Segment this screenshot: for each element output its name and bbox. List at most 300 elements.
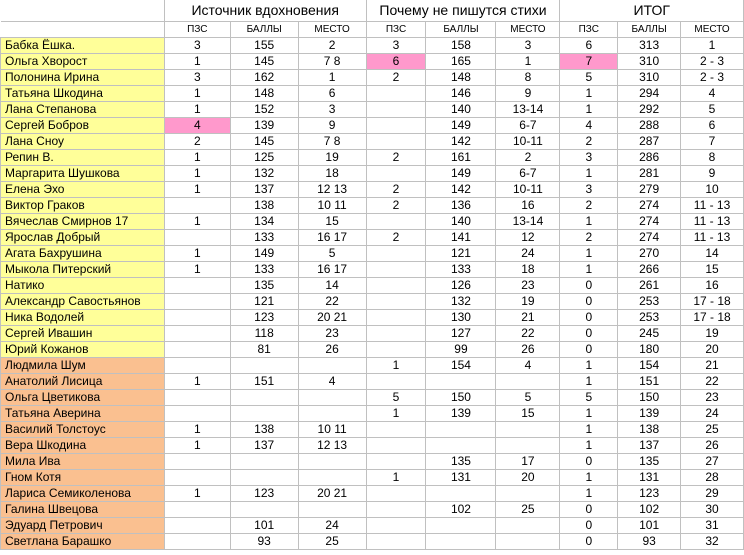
cell-pzs[interactable]: 5: [366, 390, 426, 406]
cell-pzs[interactable]: 3: [560, 150, 618, 166]
cell-points[interactable]: 137: [230, 438, 298, 454]
cell-place[interactable]: 18: [298, 166, 366, 182]
cell-pzs[interactable]: 1: [560, 438, 618, 454]
participant-name-cell[interactable]: Ольга Хворост: [1, 54, 165, 70]
cell-place[interactable]: 18: [496, 262, 560, 278]
cell-place[interactable]: 23: [298, 326, 366, 342]
cell-points[interactable]: 121: [426, 246, 496, 262]
cell-pzs[interactable]: 1: [560, 358, 618, 374]
cell-place[interactable]: [298, 502, 366, 518]
cell-place[interactable]: [298, 454, 366, 470]
cell-points[interactable]: 154: [426, 358, 496, 374]
cell-pzs[interactable]: [366, 310, 426, 326]
participant-name-cell[interactable]: Вячеслав Смирнов 17: [1, 214, 165, 230]
cell-pzs[interactable]: 1: [164, 166, 230, 182]
cell-place[interactable]: 12: [496, 230, 560, 246]
cell-place[interactable]: [496, 374, 560, 390]
cell-pzs[interactable]: [164, 454, 230, 470]
cell-pzs[interactable]: 2: [366, 182, 426, 198]
cell-points[interactable]: 131: [426, 470, 496, 486]
cell-place[interactable]: 11 - 13: [681, 214, 744, 230]
cell-pzs[interactable]: 3: [366, 38, 426, 54]
cell-points[interactable]: 126: [426, 278, 496, 294]
cell-place[interactable]: 16 17: [298, 262, 366, 278]
cell-points[interactable]: [426, 486, 496, 502]
cell-points[interactable]: 133: [230, 230, 298, 246]
cell-pzs[interactable]: 0: [560, 294, 618, 310]
cell-pzs[interactable]: 6: [560, 38, 618, 54]
cell-pzs[interactable]: 5: [560, 390, 618, 406]
sub-header-place[interactable]: МЕСТО: [496, 22, 560, 38]
cell-points[interactable]: 121: [230, 294, 298, 310]
cell-place[interactable]: [496, 422, 560, 438]
cell-points[interactable]: 93: [618, 534, 681, 550]
cell-place[interactable]: 14: [681, 246, 744, 262]
cell-place[interactable]: 11 - 13: [681, 230, 744, 246]
cell-place[interactable]: 10 11: [298, 422, 366, 438]
cell-place[interactable]: 19: [496, 294, 560, 310]
cell-points[interactable]: 287: [618, 134, 681, 150]
cell-pzs[interactable]: 1: [164, 262, 230, 278]
participant-name-cell[interactable]: Татьяна Аверина: [1, 406, 165, 422]
group-header-why[interactable]: Почему не пишутся стихи: [366, 0, 560, 22]
participant-name-cell[interactable]: Василий Толстоус: [1, 422, 165, 438]
cell-points[interactable]: 138: [230, 198, 298, 214]
cell-pzs[interactable]: [366, 294, 426, 310]
cell-place[interactable]: 20: [681, 342, 744, 358]
cell-place[interactable]: 27: [681, 454, 744, 470]
cell-pzs[interactable]: 7: [560, 54, 618, 70]
cell-points[interactable]: [230, 358, 298, 374]
cell-pzs[interactable]: 1: [560, 102, 618, 118]
cell-points[interactable]: 165: [426, 54, 496, 70]
cell-place[interactable]: 10 11: [298, 198, 366, 214]
cell-place[interactable]: 2: [298, 38, 366, 54]
cell-place[interactable]: 26: [298, 342, 366, 358]
cell-points[interactable]: 151: [230, 374, 298, 390]
sub-header-points[interactable]: БАЛЛЫ: [618, 22, 681, 38]
cell-place[interactable]: 7 8: [298, 134, 366, 150]
participant-name-cell[interactable]: Сергей Бобров: [1, 118, 165, 134]
cell-pzs[interactable]: [366, 134, 426, 150]
cell-pzs[interactable]: [164, 326, 230, 342]
cell-points[interactable]: 274: [618, 230, 681, 246]
cell-place[interactable]: 24: [298, 518, 366, 534]
participant-name-cell[interactable]: Эдуард Петрович: [1, 518, 165, 534]
cell-place[interactable]: 10: [681, 182, 744, 198]
participant-name-cell[interactable]: Агата Бахрушина: [1, 246, 165, 262]
cell-place[interactable]: 17: [496, 454, 560, 470]
cell-points[interactable]: [426, 518, 496, 534]
participant-name-cell[interactable]: Гном Котя: [1, 470, 165, 486]
cell-pzs[interactable]: [164, 294, 230, 310]
cell-pzs[interactable]: 1: [560, 86, 618, 102]
cell-points[interactable]: [230, 406, 298, 422]
cell-place[interactable]: 32: [681, 534, 744, 550]
cell-points[interactable]: 140: [426, 102, 496, 118]
cell-points[interactable]: 149: [230, 246, 298, 262]
cell-place[interactable]: [298, 358, 366, 374]
cell-pzs[interactable]: [164, 310, 230, 326]
cell-points[interactable]: 141: [426, 230, 496, 246]
cell-pzs[interactable]: 2: [366, 198, 426, 214]
cell-points[interactable]: [426, 374, 496, 390]
cell-points[interactable]: 134: [230, 214, 298, 230]
cell-points[interactable]: 125: [230, 150, 298, 166]
cell-pzs[interactable]: 3: [164, 38, 230, 54]
cell-points[interactable]: [230, 502, 298, 518]
cell-points[interactable]: 148: [426, 70, 496, 86]
cell-pzs[interactable]: 1: [560, 214, 618, 230]
cell-points[interactable]: 146: [426, 86, 496, 102]
cell-pzs[interactable]: [164, 198, 230, 214]
cell-pzs[interactable]: 2: [366, 150, 426, 166]
participant-name-cell[interactable]: Александр Савостьянов: [1, 294, 165, 310]
cell-pzs[interactable]: 3: [164, 70, 230, 86]
cell-place[interactable]: 1: [496, 54, 560, 70]
cell-place[interactable]: 1: [681, 38, 744, 54]
participant-name-cell[interactable]: Сергей Ивашин: [1, 326, 165, 342]
cell-pzs[interactable]: 1: [560, 246, 618, 262]
cell-points[interactable]: 313: [618, 38, 681, 54]
participant-name-cell[interactable]: Мила Ива: [1, 454, 165, 470]
cell-pzs[interactable]: [164, 470, 230, 486]
cell-pzs[interactable]: [366, 166, 426, 182]
cell-points[interactable]: 132: [230, 166, 298, 182]
cell-place[interactable]: 2 - 3: [681, 70, 744, 86]
sub-header-place[interactable]: МЕСТО: [681, 22, 744, 38]
cell-points[interactable]: 123: [230, 310, 298, 326]
cell-place[interactable]: 25: [298, 534, 366, 550]
cell-points[interactable]: 274: [618, 198, 681, 214]
cell-place[interactable]: [496, 486, 560, 502]
participant-name-cell[interactable]: Полонина Ирина: [1, 70, 165, 86]
participant-name-cell[interactable]: Ольга Цветикова: [1, 390, 165, 406]
cell-points[interactable]: 310: [618, 54, 681, 70]
cell-points[interactable]: 138: [230, 422, 298, 438]
cell-place[interactable]: 16: [496, 198, 560, 214]
cell-place[interactable]: 6: [681, 118, 744, 134]
cell-pzs[interactable]: 1: [164, 214, 230, 230]
participant-name-cell[interactable]: Бабка Ёшка.: [1, 38, 165, 54]
cell-points[interactable]: 286: [618, 150, 681, 166]
cell-points[interactable]: 102: [618, 502, 681, 518]
cell-pzs[interactable]: 1: [164, 374, 230, 390]
cell-place[interactable]: 11 - 13: [681, 198, 744, 214]
cell-place[interactable]: 14: [298, 278, 366, 294]
cell-points[interactable]: 155: [230, 38, 298, 54]
cell-points[interactable]: [230, 470, 298, 486]
cell-points[interactable]: 145: [230, 54, 298, 70]
cell-place[interactable]: 12 13: [298, 182, 366, 198]
cell-points[interactable]: 142: [426, 134, 496, 150]
cell-points[interactable]: 150: [426, 390, 496, 406]
cell-pzs[interactable]: [164, 278, 230, 294]
cell-pzs[interactable]: 2: [164, 134, 230, 150]
cell-pzs[interactable]: [164, 230, 230, 246]
cell-pzs[interactable]: 0: [560, 502, 618, 518]
participant-name-cell[interactable]: Лана Сноу: [1, 134, 165, 150]
cell-place[interactable]: 22: [496, 326, 560, 342]
cell-place[interactable]: 5: [496, 390, 560, 406]
cell-pzs[interactable]: 1: [164, 486, 230, 502]
cell-points[interactable]: 145: [230, 134, 298, 150]
cell-pzs[interactable]: [366, 246, 426, 262]
cell-place[interactable]: 13-14: [496, 214, 560, 230]
cell-points[interactable]: 131: [618, 470, 681, 486]
cell-pzs[interactable]: [366, 518, 426, 534]
cell-points[interactable]: 130: [426, 310, 496, 326]
cell-place[interactable]: 21: [496, 310, 560, 326]
cell-place[interactable]: 22: [681, 374, 744, 390]
cell-pzs[interactable]: [366, 278, 426, 294]
cell-pzs[interactable]: [366, 502, 426, 518]
participant-name-cell[interactable]: Лана Степанова: [1, 102, 165, 118]
cell-points[interactable]: 292: [618, 102, 681, 118]
cell-pzs[interactable]: 1: [164, 422, 230, 438]
cell-points[interactable]: 154: [618, 358, 681, 374]
participant-name-cell[interactable]: Татьяна Шкодина: [1, 86, 165, 102]
cell-points[interactable]: 135: [230, 278, 298, 294]
cell-pzs[interactable]: 1: [560, 166, 618, 182]
cell-points[interactable]: [230, 390, 298, 406]
cell-points[interactable]: 310: [618, 70, 681, 86]
cell-points[interactable]: 123: [618, 486, 681, 502]
cell-pzs[interactable]: [366, 422, 426, 438]
participant-name-cell[interactable]: Ярослав Добрый: [1, 230, 165, 246]
cell-pzs[interactable]: 1: [560, 262, 618, 278]
cell-points[interactable]: 99: [426, 342, 496, 358]
cell-place[interactable]: 8: [681, 150, 744, 166]
cell-pzs[interactable]: 3: [560, 182, 618, 198]
cell-place[interactable]: 16 17: [298, 230, 366, 246]
cell-pzs[interactable]: 2: [366, 230, 426, 246]
cell-points[interactable]: 132: [426, 294, 496, 310]
cell-pzs[interactable]: 0: [560, 310, 618, 326]
cell-pzs[interactable]: 1: [366, 358, 426, 374]
cell-pzs[interactable]: [164, 502, 230, 518]
cell-pzs[interactable]: 2: [560, 230, 618, 246]
cell-place[interactable]: 15: [496, 406, 560, 422]
cell-place[interactable]: 4: [681, 86, 744, 102]
cell-pzs[interactable]: [164, 534, 230, 550]
corner-cell-2[interactable]: [1, 22, 165, 38]
cell-points[interactable]: 101: [618, 518, 681, 534]
cell-points[interactable]: 133: [426, 262, 496, 278]
group-header-source[interactable]: Источник вдохновения: [164, 0, 366, 22]
participant-name-cell[interactable]: Лариса Семиколенова: [1, 486, 165, 502]
cell-points[interactable]: 137: [230, 182, 298, 198]
cell-points[interactable]: 151: [618, 374, 681, 390]
cell-place[interactable]: 17 - 18: [681, 310, 744, 326]
cell-place[interactable]: 6-7: [496, 118, 560, 134]
cell-place[interactable]: 9: [496, 86, 560, 102]
cell-place[interactable]: 9: [298, 118, 366, 134]
cell-points[interactable]: 270: [618, 246, 681, 262]
cell-place[interactable]: 13-14: [496, 102, 560, 118]
cell-points[interactable]: 135: [426, 454, 496, 470]
cell-pzs[interactable]: 1: [164, 438, 230, 454]
sub-header-points[interactable]: БАЛЛЫ: [426, 22, 496, 38]
cell-place[interactable]: 29: [681, 486, 744, 502]
cell-place[interactable]: 21: [681, 358, 744, 374]
cell-pzs[interactable]: 1: [164, 150, 230, 166]
cell-place[interactable]: [298, 406, 366, 422]
cell-place[interactable]: 3: [496, 38, 560, 54]
participant-name-cell[interactable]: Натико: [1, 278, 165, 294]
cell-pzs[interactable]: [164, 406, 230, 422]
cell-pzs[interactable]: 1: [164, 182, 230, 198]
cell-pzs[interactable]: 0: [560, 454, 618, 470]
cell-place[interactable]: 15: [298, 214, 366, 230]
cell-points[interactable]: [230, 454, 298, 470]
cell-pzs[interactable]: [366, 534, 426, 550]
cell-pzs[interactable]: 4: [560, 118, 618, 134]
cell-pzs[interactable]: 1: [366, 470, 426, 486]
cell-pzs[interactable]: 1: [164, 54, 230, 70]
cell-pzs[interactable]: 4: [164, 118, 230, 134]
cell-points[interactable]: 161: [426, 150, 496, 166]
participant-name-cell[interactable]: Мыкола Питерский: [1, 262, 165, 278]
cell-place[interactable]: 16: [681, 278, 744, 294]
cell-points[interactable]: 266: [618, 262, 681, 278]
cell-place[interactable]: 10-11: [496, 182, 560, 198]
cell-place[interactable]: 6-7: [496, 166, 560, 182]
cell-pzs[interactable]: 2: [366, 70, 426, 86]
cell-pzs[interactable]: 0: [560, 326, 618, 342]
cell-points[interactable]: 102: [426, 502, 496, 518]
cell-points[interactable]: 274: [618, 214, 681, 230]
cell-points[interactable]: 261: [618, 278, 681, 294]
cell-points[interactable]: 148: [230, 86, 298, 102]
cell-points[interactable]: 123: [230, 486, 298, 502]
cell-place[interactable]: 9: [681, 166, 744, 182]
cell-pzs[interactable]: [366, 454, 426, 470]
participant-name-cell[interactable]: Светлана Барашко: [1, 534, 165, 550]
cell-points[interactable]: 281: [618, 166, 681, 182]
cell-place[interactable]: 23: [681, 390, 744, 406]
cell-points[interactable]: 138: [618, 422, 681, 438]
cell-pzs[interactable]: 0: [560, 278, 618, 294]
cell-pzs[interactable]: 1: [560, 374, 618, 390]
cell-pzs[interactable]: 1: [560, 470, 618, 486]
cell-pzs[interactable]: [366, 262, 426, 278]
cell-place[interactable]: 25: [496, 502, 560, 518]
cell-points[interactable]: 127: [426, 326, 496, 342]
cell-pzs[interactable]: [366, 438, 426, 454]
cell-pzs[interactable]: 0: [560, 342, 618, 358]
cell-pzs[interactable]: 0: [560, 518, 618, 534]
cell-points[interactable]: 139: [426, 406, 496, 422]
cell-place[interactable]: 24: [681, 406, 744, 422]
cell-place[interactable]: 17 - 18: [681, 294, 744, 310]
cell-pzs[interactable]: 2: [560, 198, 618, 214]
cell-points[interactable]: [426, 438, 496, 454]
cell-pzs[interactable]: 1: [560, 406, 618, 422]
cell-points[interactable]: 139: [230, 118, 298, 134]
participant-name-cell[interactable]: Виктор Граков: [1, 198, 165, 214]
participant-name-cell[interactable]: Вера Шкодина: [1, 438, 165, 454]
cell-place[interactable]: 31: [681, 518, 744, 534]
participant-name-cell[interactable]: Маргарита Шушкова: [1, 166, 165, 182]
participant-name-cell[interactable]: Анатолий Лисица: [1, 374, 165, 390]
cell-pzs[interactable]: 2: [560, 134, 618, 150]
cell-points[interactable]: 139: [618, 406, 681, 422]
participant-name-cell[interactable]: Галина Швецова: [1, 502, 165, 518]
cell-points[interactable]: 180: [618, 342, 681, 358]
cell-pzs[interactable]: [366, 342, 426, 358]
cell-points[interactable]: 288: [618, 118, 681, 134]
cell-place[interactable]: 19: [298, 150, 366, 166]
sub-header-pzs[interactable]: ПЗС: [560, 22, 618, 38]
cell-pzs[interactable]: 1: [164, 86, 230, 102]
cell-place[interactable]: 24: [496, 246, 560, 262]
cell-place[interactable]: 4: [298, 374, 366, 390]
participant-name-cell[interactable]: Юрий Кожанов: [1, 342, 165, 358]
cell-place[interactable]: 6: [298, 86, 366, 102]
cell-pzs[interactable]: 1: [164, 102, 230, 118]
cell-place[interactable]: 26: [681, 438, 744, 454]
cell-place[interactable]: 8: [496, 70, 560, 86]
cell-points[interactable]: 137: [618, 438, 681, 454]
cell-points[interactable]: 245: [618, 326, 681, 342]
cell-points[interactable]: 294: [618, 86, 681, 102]
participant-name-cell[interactable]: Людмила Шум: [1, 358, 165, 374]
participant-name-cell[interactable]: Ника Водолей: [1, 310, 165, 326]
cell-place[interactable]: 26: [496, 342, 560, 358]
cell-points[interactable]: 93: [230, 534, 298, 550]
cell-pzs[interactable]: 5: [560, 70, 618, 86]
cell-points[interactable]: 253: [618, 310, 681, 326]
cell-pzs[interactable]: 1: [560, 422, 618, 438]
cell-place[interactable]: 19: [681, 326, 744, 342]
cell-place[interactable]: 15: [681, 262, 744, 278]
cell-points[interactable]: 149: [426, 118, 496, 134]
cell-place[interactable]: 10-11: [496, 134, 560, 150]
participant-name-cell[interactable]: Елена Эхо: [1, 182, 165, 198]
cell-place[interactable]: 3: [298, 102, 366, 118]
cell-points[interactable]: 118: [230, 326, 298, 342]
corner-cell[interactable]: [1, 0, 165, 22]
sub-header-pzs[interactable]: ПЗС: [366, 22, 426, 38]
cell-points[interactable]: 279: [618, 182, 681, 198]
participant-name-cell[interactable]: Репин В.: [1, 150, 165, 166]
cell-pzs[interactable]: [366, 86, 426, 102]
cell-place[interactable]: 5: [681, 102, 744, 118]
cell-points[interactable]: 162: [230, 70, 298, 86]
cell-pzs[interactable]: 0: [560, 534, 618, 550]
cell-place[interactable]: 20 21: [298, 310, 366, 326]
cell-pzs[interactable]: [164, 358, 230, 374]
cell-points[interactable]: [426, 534, 496, 550]
cell-points[interactable]: 81: [230, 342, 298, 358]
cell-place[interactable]: 20 21: [298, 486, 366, 502]
cell-pzs[interactable]: [366, 326, 426, 342]
cell-points[interactable]: 142: [426, 182, 496, 198]
cell-place[interactable]: [298, 470, 366, 486]
cell-pzs[interactable]: [366, 214, 426, 230]
cell-points[interactable]: 253: [618, 294, 681, 310]
cell-points[interactable]: 133: [230, 262, 298, 278]
cell-place[interactable]: [298, 390, 366, 406]
cell-points[interactable]: 152: [230, 102, 298, 118]
cell-place[interactable]: [496, 438, 560, 454]
cell-pzs[interactable]: 6: [366, 54, 426, 70]
cell-place[interactable]: 4: [496, 358, 560, 374]
cell-points[interactable]: 135: [618, 454, 681, 470]
cell-place[interactable]: 22: [298, 294, 366, 310]
cell-place[interactable]: 2: [496, 150, 560, 166]
